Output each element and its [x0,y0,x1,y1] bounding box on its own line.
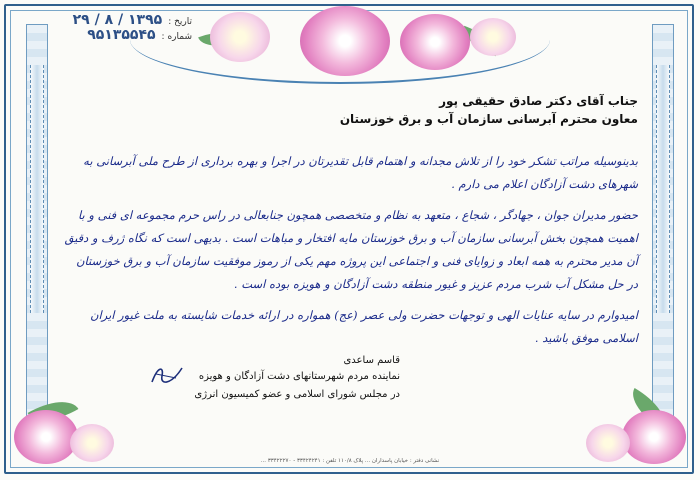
addressee-line-1: جناب آقای دکتر صادق حقیقی پور [439,94,638,108]
letter-paragraph-1 [62,150,638,196]
date-value: ۱۳۹۵ / ۸ / ۲۹ [72,12,163,28]
flower-ornament [400,14,470,70]
letter-content [62,92,638,372]
handwritten-signature [150,362,184,388]
left-ornament-band [26,24,48,424]
date-label: تاریخ : [168,17,192,27]
flower-ornament [70,424,114,462]
letter-meta [42,12,192,42]
paragraph-text: حضور مدیران جوان ، جهادگر ، شجاع ، متعهد به نظام و متخصصی همچون جنابعالی در راس حرم مجموعه ای فنی و با اهمیت همچون بخش آبرسانی سازمان آب و برق خوزستان مایه افتخار و مباهات است . بدیهی است که نگاه ژرف و دقیق آن مدیر محترم به همه ابعاد و زوایای فنی و اجتماعی این پروژه مهم یکی از رموز موفقیت سازمان آب و برق خوزستان در حل مشکل آب شرب مردم عزیز و غیور منطقه دشت آزادگان و هویزه بوده است . [64,208,638,291]
flower-ornament [14,410,78,464]
flower-ornament [586,424,630,462]
paragraph-text: بدینوسیله مراتب تشکر خود را از تلاش مجدانه و اهتمام قابل تقدیرتان در اجرا و بهره برداری از طرح ملی آبرسانی به شهرهای دشت آزادگان اعلام می دارم . [83,154,638,191]
number-label: شماره : [161,32,192,42]
signer-name: قاسم ساعدی [343,355,400,366]
flower-ornament [300,6,390,76]
left-band-pattern [30,65,44,313]
signer-title-1: نماینده مردم شهرستانهای دشت آزادگان و هویزه [198,371,400,382]
signer-title-2: در مجلس شورای اسلامی و عضو کمیسیون انرژی [194,389,400,400]
paragraph-text: امیدوارم در سایه عنایات الهی و توجهات حضرت ولی عصر (عج) همواره در ارائه خدمات شایسته به ملت غیور ایران اسلامی موفق باشید . [90,308,638,345]
signature-block [190,354,400,426]
right-band-pattern [656,65,670,313]
right-ornament-band [652,24,674,424]
date-row [42,12,192,27]
flower-ornament [470,18,516,56]
flower-ornament [622,410,686,464]
letter-paragraph-2 [62,204,638,296]
footer-address: نشانی دفتر : خیابان پاسداران ... پلاک ۱۱۰/۸ تلفن : ۳۳۴۲۴۲۴۱ - ۳۳۴۲۲۲۷۰ ... [260,458,440,464]
number-value: ۹۵۱۳۵۵۴۵ [87,27,156,43]
flower-ornament [210,12,270,62]
letter-paragraph-3 [62,304,638,350]
number-row [42,27,192,42]
addressee-line-2: معاون محترم آبرسانی سازمان آب و برق خوزستان [339,112,638,126]
